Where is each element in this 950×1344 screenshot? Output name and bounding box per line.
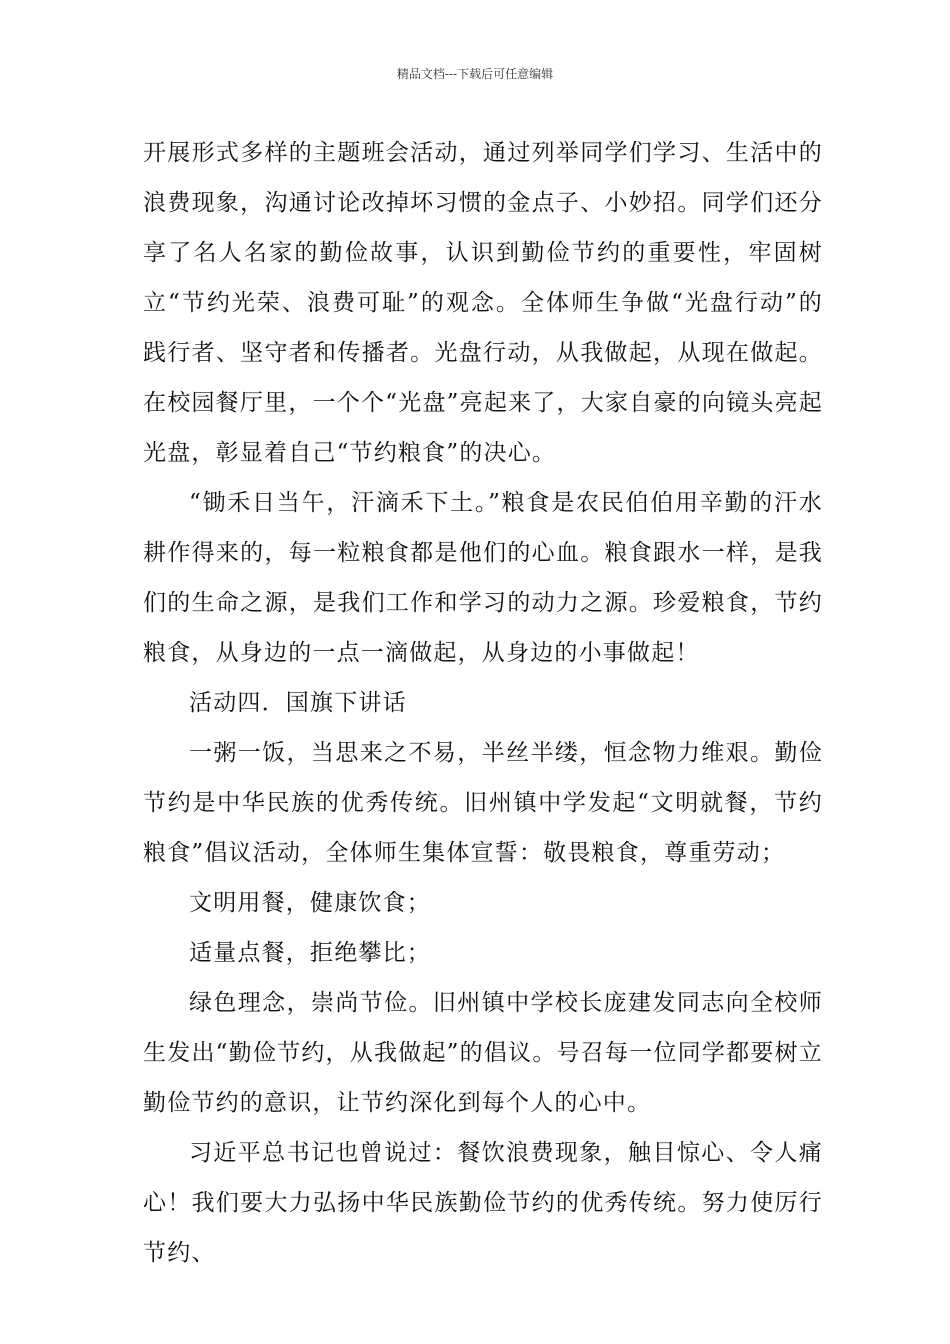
pledge-line: 文明用餐，健康饮食；	[189, 890, 431, 916]
pledge-line: 适量点餐，拒绝攀比；	[189, 940, 431, 966]
paragraph: “锄禾日当午，汗滴禾下土。”粮食是农民伯伯用辛勤的汗水耕作得来的，每一粒粮食都是他们的心血。粮食跟水一样，是我们的生命之源，是我们工作和学习的动力之源。珍爱粮食，节约粮食，从身边的一点一滴做起，从身边的小事做起！	[143, 490, 823, 666]
paragraph: 一粥一饭，当思来之不易，半丝半缕，恒念物力维艰。勤俭节约是中华民族的优秀传统。旧州镇中学发起“文明就餐，节约粮食”倡议活动，全体师生集体宣誓：敬畏粮食，尊重劳动；	[143, 740, 823, 866]
paragraph: 绿色理念，崇尚节俭。旧州镇中学校长庞建发同志向全校师生发出“勤俭节约，从我做起”的倡议。号召每一位同学都要树立勤俭节约的意识，让节约深化到每个人的心中。	[143, 990, 823, 1116]
paragraph: 习近平总书记也曾说过：餐饮浪费现象，触目惊心、令人痛心！我们要大力弘扬中华民族勤俭节约的优秀传统。努力使厉行节约、	[143, 1140, 823, 1266]
document-body	[143, 128, 823, 1278]
paragraph: 开展形式多样的主题班会活动，通过列举同学们学习、生活中的浪费现象，沟通讨论改掉坏习惯的金点子、小妙招。同学们还分享了名人名家的勤俭故事，认识到勤俭节约的重要性，牢固树立“节约光荣、浪费可耻”的观念。全体师生争做“光盘行动”的践行者、坚守者和传播者。光盘行动，从我做起，从现在做起。在校园餐厅里，一个个“光盘”亮起来了，大家自豪的向镜头亮起光盘，彰显着自己“节约粮食”的决心。	[143, 140, 823, 466]
section-heading: 活动四．国旗下讲话	[189, 690, 407, 716]
page-header: 精品文档---下载后可任意编辑	[396, 67, 554, 81]
